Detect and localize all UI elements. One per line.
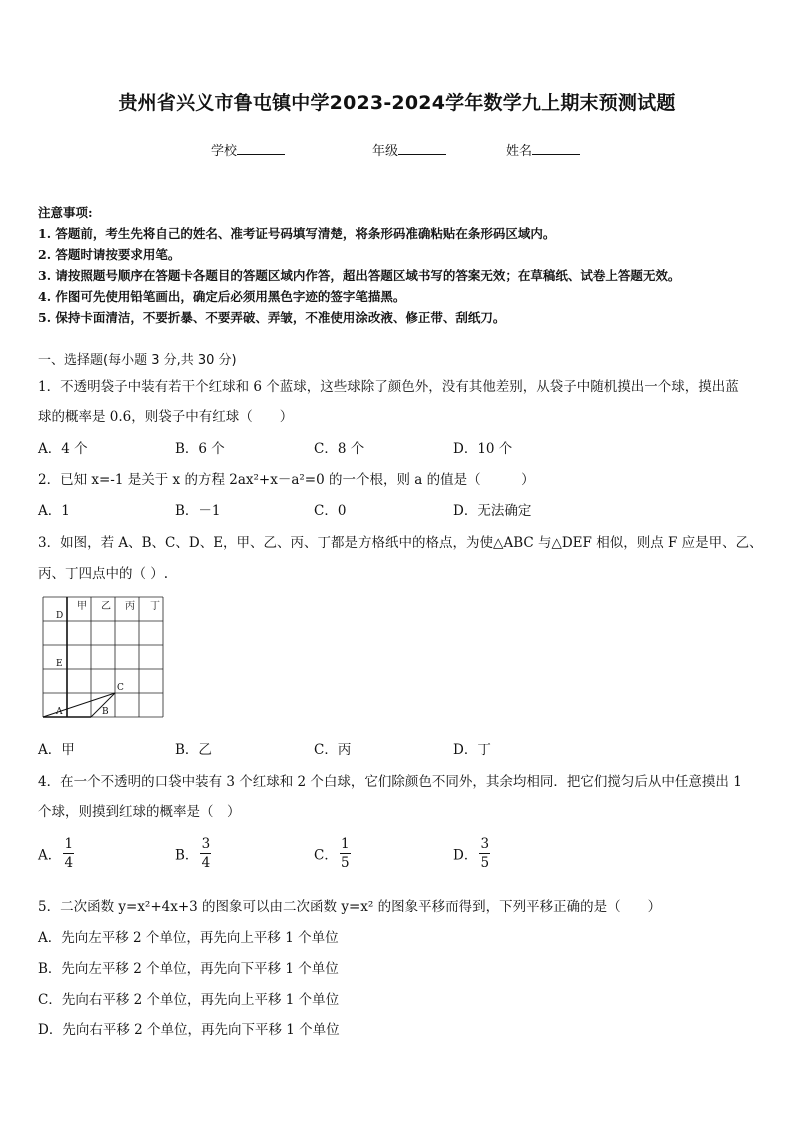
note-item: 2. 答题时请按要求用笔。 <box>38 247 181 262</box>
numerator: 3 <box>480 836 490 852</box>
q4-option-c[interactable] <box>314 836 351 871</box>
q1-option-d[interactable]: D．10 个 <box>453 441 513 457</box>
label-jia: 甲 <box>77 601 87 612</box>
q2-option-a[interactable]: A．1 <box>38 503 70 519</box>
q4-option-d[interactable] <box>453 836 490 871</box>
q1-option-c[interactable]: C．8 个 <box>314 441 365 457</box>
q5-option-c[interactable]: C．先向右平移 2 个单位，再先向上平移 1 个单位 <box>38 992 340 1008</box>
fraction <box>479 836 490 871</box>
q4-option-d-label: D． <box>453 847 478 864</box>
question-1-line1: 1．不透明袋子中装有若干个红球和 6 个蓝球，这些球除了颜色外，没有其他差别，从袋子中随机摸出一个球，摸出蓝 <box>38 379 739 395</box>
question-4-line1: 4．在一个不透明的口袋中装有 3 个红球和 2 个白球，它们除颜色不同外，其余均相同．把它们搅匀后从中任意摸出 1 <box>38 774 742 790</box>
label-bing: 丙 <box>125 601 135 612</box>
fraction <box>200 836 211 871</box>
q5-option-b[interactable]: B．先向左平移 2 个单位，再先向下平移 1 个单位 <box>38 961 339 977</box>
q4-option-a[interactable] <box>38 836 74 871</box>
school-label: 学校 <box>211 144 238 159</box>
q4-option-c-label: C． <box>314 847 338 864</box>
question-4-line2: 个球，则摸到红球的概率是（ ） <box>38 804 241 820</box>
q3-option-b[interactable]: B．乙 <box>175 742 212 758</box>
q4-option-a-label: A． <box>38 847 62 864</box>
q1-option-a[interactable]: A．4 个 <box>38 441 88 457</box>
question-5-line1: 5．二次函数 y=x²+4x+3 的图象可以由二次函数 y=x² 的图象平移而得到，下列平移正确的是（ ） <box>38 899 662 915</box>
notes-heading: 注意事项: <box>38 205 93 220</box>
name-field <box>506 140 580 159</box>
denominator: 4 <box>64 855 74 871</box>
question-1-line2: 球的概率是 0.6，则袋子中有红球（ ） <box>38 409 294 425</box>
label-d: D <box>56 611 64 621</box>
numerator: 1 <box>64 836 74 852</box>
q5-option-d[interactable]: D．先向右平移 2 个单位，再先向下平移 1 个单位 <box>38 1022 340 1038</box>
name-blank[interactable] <box>532 142 580 155</box>
note-item: 5. 保持卡面清洁，不要折暴、不要弄破、弄皱，不准使用涂改液、修正带、刮纸刀。 <box>38 310 506 325</box>
label-c: C <box>117 683 124 693</box>
grade-field <box>372 140 446 159</box>
numerator: 3 <box>201 836 211 852</box>
q2-option-b[interactable]: B．－1 <box>175 503 221 519</box>
q3-option-a[interactable]: A．甲 <box>38 742 75 758</box>
label-b: B <box>102 707 109 717</box>
denominator: 4 <box>201 855 211 871</box>
note-item: 1. 答题前，考生先将自己的姓名、准考证号码填写清楚，将条形码准确粘贴在条形码区域内。 <box>38 226 556 241</box>
q3-option-d[interactable]: D．丁 <box>453 742 491 758</box>
grade-label: 年级 <box>372 144 399 159</box>
section-heading: 一、选择题(每小题 3 分,共 30 分) <box>38 353 237 368</box>
fraction <box>340 836 351 871</box>
q2-option-d[interactable]: D．无法确定 <box>453 503 532 519</box>
grade-blank[interactable] <box>398 142 446 155</box>
question-3-line1: 3．如图，若 A、B、C、D、E，甲、乙、丙、丁都是方格纸中的格点，为使△ABC 与△DEF 相似，则点 F 应是甲、乙、 <box>38 535 763 551</box>
q2-option-c[interactable]: C．0 <box>314 503 347 519</box>
fraction <box>63 836 74 871</box>
school-blank[interactable] <box>237 142 285 155</box>
question-2-line1: 2．已知 x=-1 是关于 x 的方程 2ax²+x－a²=0 的一个根，则 a 的值是（ ） <box>38 472 535 488</box>
exam-title: 贵州省兴义市鲁屯镇中学2023-2024学年数学九上期末预测试题 <box>118 92 676 114</box>
q4-option-b[interactable] <box>175 836 211 871</box>
q3-option-c[interactable]: C．丙 <box>314 742 352 758</box>
grid-figure <box>42 596 164 718</box>
label-ding: 丁 <box>150 601 160 612</box>
label-e: E <box>56 659 63 669</box>
q5-option-a[interactable]: A．先向左平移 2 个单位，再先向上平移 1 个单位 <box>38 930 339 946</box>
note-item: 4. 作图可先使用铅笔画出，确定后必须用黑色字迹的签字笔描黑。 <box>38 289 406 304</box>
label-yi: 乙 <box>101 601 111 612</box>
numerator: 1 <box>341 836 350 852</box>
school-field <box>211 140 285 159</box>
denominator: 5 <box>480 855 490 871</box>
question-3-line2: 丙、丁四点中的（ ）. <box>38 566 169 582</box>
label-a: A <box>56 707 63 717</box>
denominator: 5 <box>341 855 350 871</box>
note-item: 3. 请按照题号顺序在答题卡各题目的答题区域内作答，超出答题区域书写的答案无效；在草稿纸、试卷上答题无效。 <box>38 268 681 283</box>
q4-option-b-label: B． <box>175 847 199 864</box>
grid-svg <box>42 596 164 718</box>
q1-option-b[interactable]: B．6 个 <box>175 441 225 457</box>
name-label: 姓名 <box>506 144 533 159</box>
